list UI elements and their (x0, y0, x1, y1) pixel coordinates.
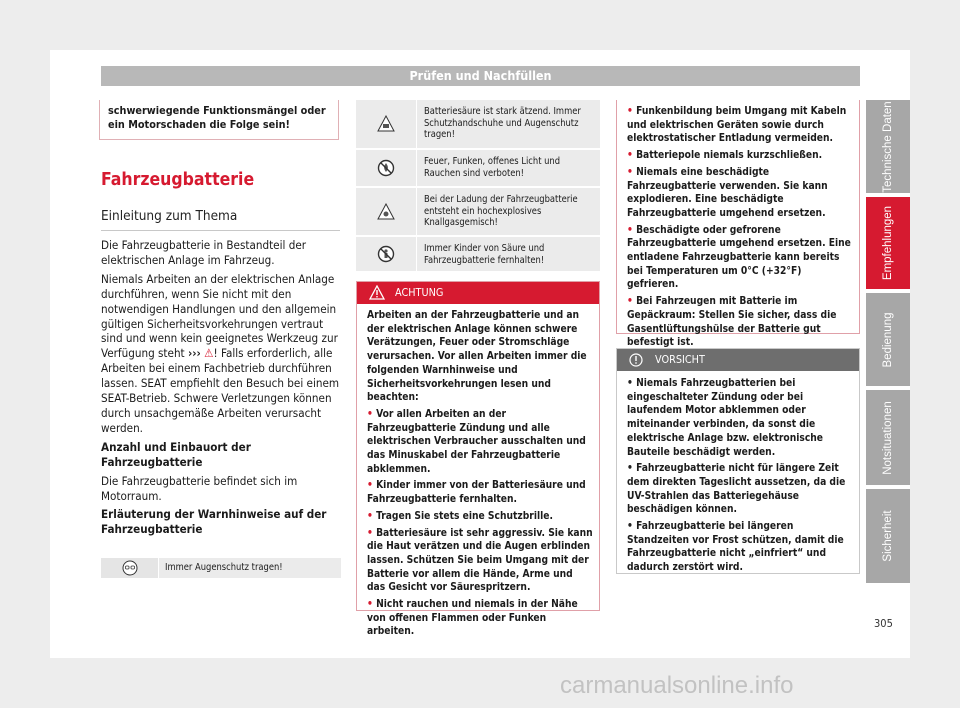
page-header: Prüfen und Nachfüllen (101, 66, 860, 86)
cross-reference-arrow[interactable]: ››› (187, 346, 201, 361)
heading: Erläuterung der Warnhinweise auf der Fahrzeugbatterie (101, 507, 327, 537)
icon-cell (356, 150, 417, 186)
intro-text (101, 238, 341, 541)
section-title: Fahrzeugbatterie (101, 170, 255, 190)
table-row (356, 100, 600, 148)
list-item: • Bei Fahrzeugen mit Batterie im Gepäckraum: Stellen Sie sicher, dass die Gasentlüftungshülse der Batterie gut befestigt ist. (627, 296, 837, 349)
text: Funkenbildung beim Umgang mit Kabeln und elektrischen Geräten sowie durch elektrostatischer Entladung vermeiden. (627, 106, 847, 145)
text: Kinder immer von der Batteriesäure und Fahrzeugbatterie fernhalten. (367, 480, 586, 506)
text: Vor allen Arbeiten an der Fahrzeugbatterie Zündung und alle elektrischen Verbraucher ausschalten und das Minuskabel der Fahrzeugbatterie abklemmen. (367, 408, 586, 475)
achtung-label: ACHTUNG (395, 286, 444, 299)
heading: Anzahl und Einbauort der Fahrzeugbatterie (101, 439, 251, 469)
page-number: 305 (874, 617, 893, 630)
achtung-box (356, 281, 600, 638)
text: Fahrzeugbatterie bei längeren Standzeiten vor Frost schützen, damit die Fahrzeugbatterie nicht „einfriert“ und dadurch zerstört wird. (627, 521, 844, 574)
table-cell-text: Immer Kinder von Säure und Fahrzeugbatterie fernhalten! (424, 243, 545, 266)
info-circle-icon (629, 353, 643, 367)
no-fire-icon (377, 159, 395, 177)
tab-empfehlungen[interactable] (866, 197, 910, 289)
warning-triangle-icon[interactable]: ⚠ (204, 346, 214, 361)
achtung-header (357, 282, 599, 304)
list-item: • Funkenbildung beim Umgang mit Kabeln und elektrischen Geräten sowie durch elektrostatischer Entladung vermeiden. (627, 106, 847, 145)
keep-children-away-icon (377, 245, 395, 263)
list-item: • Niemals eine beschädigte Fahrzeugbatterie verwenden. Sie kann explodieren. Eine beschädigte Fahrzeugbatterie umgehend ersetzen. (627, 166, 828, 219)
text: Beschädigte oder gefrorene Fahrzeugbatterie umgehend ersetzen. Eine entladene Fahrzeugbatterie kann bereits bei Temperaturen um 0°C (+32°F) gefrieren. (627, 224, 851, 291)
warning-list (627, 105, 853, 353)
text: Niemals Fahrzeugbatterien bei eingeschalteter Zündung oder bei laufendem Motor abklemmen oder miteinander verbinden, da sonst die elektrische Anlage bzw. elektronische Bauteile beschädigt werden. (627, 378, 823, 458)
table-cell-text: Immer Augenschutz tragen! (165, 562, 283, 573)
paragraph: Die Fahrzeugbatterie in Bestandteil der elektrischen Anlage im Fahrzeug. (101, 238, 307, 267)
table-cell-text: Batteriesäure ist stark ätzend. Immer Schutzhandschuhe und Augenschutz tragen! (424, 106, 581, 141)
list-item: • Kinder immer von der Batteriesäure und Fahrzeugbatterie fernhalten. (367, 480, 586, 506)
table-cell-text: Bei der Ladung der Fahrzeugbatterie entsteht ein hochexplosives Knallgasgemisch! (424, 194, 578, 229)
list-item: • Vor allen Arbeiten an der Fahrzeugbatterie Zündung und alle elektrischen Verbraucher ausschalten und das Minuskabel der Fahrzeugbatterie abklemmen. (367, 408, 586, 475)
table-row (356, 150, 600, 186)
list-item: • Tragen Sie stets eine Schutzbrille. (367, 510, 553, 522)
paragraph: Die Fahrzeugbatterie befindet sich im Motorraum. (101, 473, 298, 503)
list-item: • Niemals Fahrzeugbatterien bei eingeschalteter Zündung oder bei laufendem Motor abklemmen oder miteinander verbinden, da sonst die elektrische Anlage bzw. elektronische Bauteile beschädigt werden. (627, 378, 823, 458)
warning-box-continuation (616, 100, 860, 349)
subsection-header (101, 205, 340, 231)
tab-label: Bedienung (882, 312, 894, 367)
tab-bedienung[interactable] (866, 293, 910, 386)
icon-cell (356, 100, 417, 148)
list-item: • Nicht rauchen und niemals in der Nähe von offenen Flammen oder Funken arbeiten. (367, 599, 578, 638)
text: Nicht rauchen und niemals in der Nähe von offenen Flammen oder Funken arbeiten. (367, 599, 578, 638)
tab-label: Technische Daten (882, 100, 894, 193)
icon-cell (356, 188, 417, 235)
paragraph (101, 272, 341, 436)
tab-sicherheit[interactable] (866, 489, 910, 583)
watermark: carmanualsonline.info (560, 672, 794, 699)
text: Batteriesäure ist sehr aggressiv. Sie kann die Haut verätzen und die Augen erblinden lassen. Schützen Sie beim Umgang mit der Batterie vor allem die Hände, Arme und das Gesicht vor Säurespritzern. (367, 527, 593, 594)
eye-protection-icon (122, 560, 138, 576)
text: Bei Fahrzeugen mit Batterie im Gepäckraum: Stellen Sie sicher, dass die Gasentlüftungshülse der Batterie gut befestigt ist. (627, 296, 837, 349)
list-item: • Batteriesäure ist sehr aggressiv. Sie kann die Haut verätzen und die Augen erblinden lassen. Schützen Sie beim Umgang mit der Batterie vor allem die Hände, Arme und das Gesicht vor Säurespritzern. (367, 527, 593, 594)
vorsicht-header (617, 349, 859, 371)
vorsicht-label: VORSICHT (655, 353, 705, 366)
list-item: • Beschädigte oder gefrorene Fahrzeugbatterie umgehend ersetzen. Eine entladene Fahrzeugbatterie kann bereits bei Temperaturen um 0°C (+32°F) gefrieren. (627, 224, 851, 291)
vorsicht-body (627, 377, 853, 578)
tab-label: Sicherheit (882, 510, 894, 562)
corrosive-warning-icon (377, 115, 395, 133)
text: Niemals Arbeiten an der elektrischen Anlage durchführen, wenn Sie nicht mit den notwendigen Handlungen und den allgemein gültigen Sicherheitsvorkehrungen vertraut sind und wenn kein geeignetes Werkzeug zur Verfügung steht (101, 271, 338, 361)
table-cell-text: Feuer, Funken, offenes Licht und Rauchen sind verboten! (424, 156, 561, 179)
text: Tragen Sie stets eine Schutzbrille. (376, 510, 553, 522)
warning-text: schwerwiegende Funktionsmängel oder ein Motorschaden die Folge sein! (108, 104, 326, 131)
subsection-title: Einleitung zum Thema (101, 208, 238, 224)
icon-cell (101, 558, 159, 578)
list-item: • Fahrzeugbatterie bei längeren Standzeiten vor Frost schützen, damit die Fahrzeugbatterie nicht „einfriert“ und dadurch zerstört wird. (627, 521, 844, 574)
text: Niemals eine beschädigte Fahrzeugbatterie verwenden. Sie kann explodieren. Eine beschädigte Fahrzeugbatterie umgehend ersetzen. (627, 166, 828, 219)
tab-notsituationen[interactable] (866, 390, 910, 485)
tab-technische-daten[interactable] (866, 100, 910, 193)
achtung-body (367, 309, 593, 642)
text: ! Falls erforderlich, alle Arbeiten bei einem Fachbetrieb durchführen lassen. SEAT empfiehlt den Besuch bei einem SEAT-Betrieb. Schwere Verletzungen können durch unsachgemäße Arbeiten verursacht werden. (101, 346, 340, 435)
text: Batteriepole niemals kurzschließen. (636, 150, 823, 162)
vorsicht-box (616, 348, 860, 574)
warning-triangle-icon (369, 285, 385, 300)
achtung-intro: Arbeiten an der Fahrzeugbatterie und an der elektrischen Anlage können schwere Verätzungen, Feuer oder Stromschläge verursachen. Vor allen Arbeiten immer die folgenden Warnhinweise und Sicherheitsvorkehrungen lesen und beachten: (367, 310, 587, 404)
warning-box-continuation (99, 100, 339, 140)
explosive-warning-icon (377, 203, 395, 221)
list-item: • Batteriepole niemals kurzschließen. (627, 150, 823, 162)
text: Fahrzeugbatterie nicht für längere Zeit dem direkten Tageslicht aussetzen, da die UV-Strahlen das Batteriegehäuse beschädigen können. (627, 463, 846, 516)
table-row (356, 188, 600, 235)
tab-label: Notsituationen (882, 400, 894, 475)
list-item: • Fahrzeugbatterie nicht für längere Zeit dem direkten Tageslicht aussetzen, da die UV-Strahlen das Batteriegehäuse beschädigen können. (627, 463, 846, 516)
tab-label: Empfehlungen (882, 205, 894, 281)
icon-cell (356, 237, 417, 271)
table-row (356, 237, 600, 271)
table-row (101, 558, 341, 578)
